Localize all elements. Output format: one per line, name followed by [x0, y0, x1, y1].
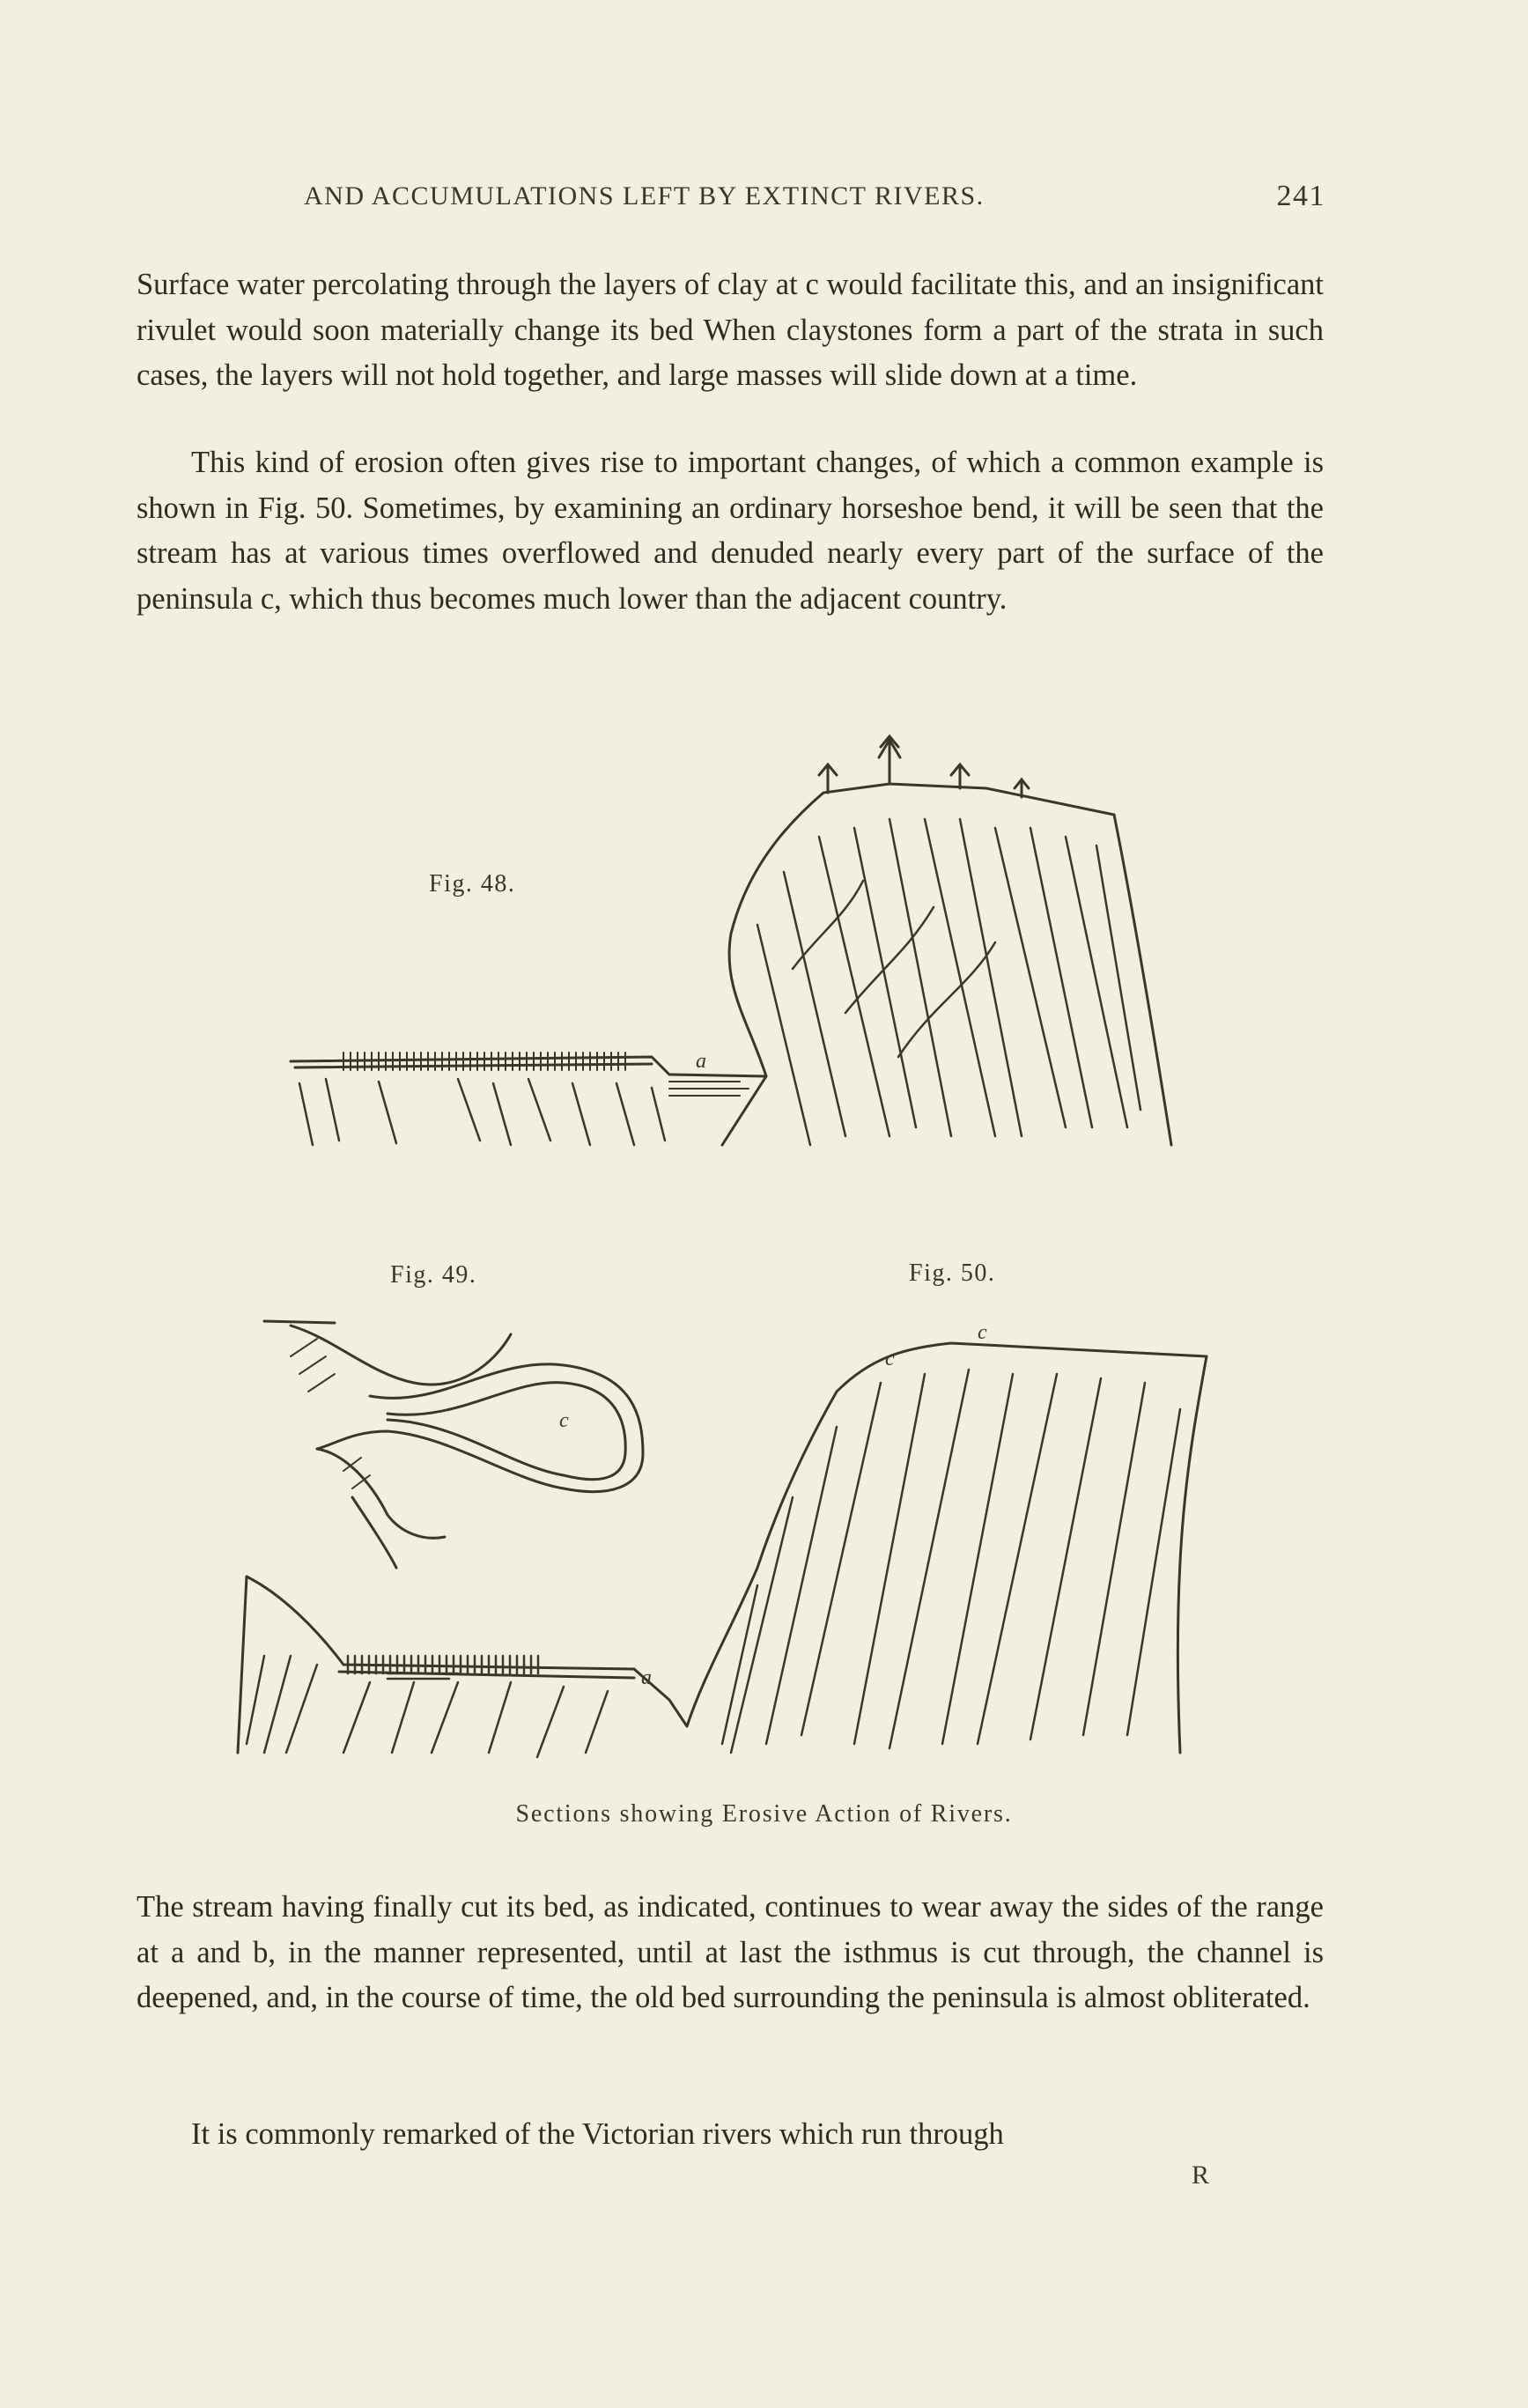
running-head-title: AND ACCUMULATIONS LEFT BY EXTINCT RIVERS.: [304, 181, 985, 211]
fig50-letter-a: a: [641, 1666, 652, 1689]
fig50-label: Fig. 50.: [909, 1259, 996, 1287]
fig49-letter-c: c: [559, 1409, 569, 1432]
paragraph-4: [137, 2112, 1324, 2158]
fig49-drawing: [264, 1321, 643, 1568]
fig48-label: Fig. 48.: [429, 870, 516, 897]
fig50-drawing: [238, 1343, 1207, 1757]
fig48-drawing: [291, 736, 1171, 1145]
paragraph-3: The stream having finally cut its bed, as indicated, continues to wear away the sides of the range at a and b, in the manner represented, until at last the isthmus is cut through, the channel is deepened, and, in the course of time, the old bed surrounding the peninsula is almost obliterated.: [137, 1890, 1324, 2014]
fig48-letter-a: a: [696, 1050, 706, 1073]
signature-mark: R: [1192, 2161, 1210, 2190]
figure-caption: Sections showing Erosive Action of Rivers.: [515, 1800, 1013, 1828]
fig50-letter-c1: c: [978, 1321, 987, 1344]
paragraph-4-text: It is commonly remarked of the Victorian rivers which run through: [191, 2117, 1004, 2151]
fig50-letter-c2: c: [885, 1348, 895, 1370]
fig49-label: Fig. 49.: [390, 1261, 477, 1289]
paragraph-1: Surface water percolating through the layers of clay at c would facilitate this, and an insignificant rivulet would soon materially change its bed When claystones form a part of the strata in such cases, the layers will not hold together, and large masses will slide down at a time.: [137, 268, 1324, 392]
page-number: 241: [1276, 180, 1325, 212]
paragraph-2-text: This kind of erosion often gives rise to important changes, of which a common example is shown in Fig. 50. Sometimes, by examining an ordinary horseshoe bend, it will be seen that the stream has at various times overflowed and denuded nearly every part of the surface of the peninsula c, which thus becomes much lower than the adjacent country.: [137, 446, 1324, 616]
